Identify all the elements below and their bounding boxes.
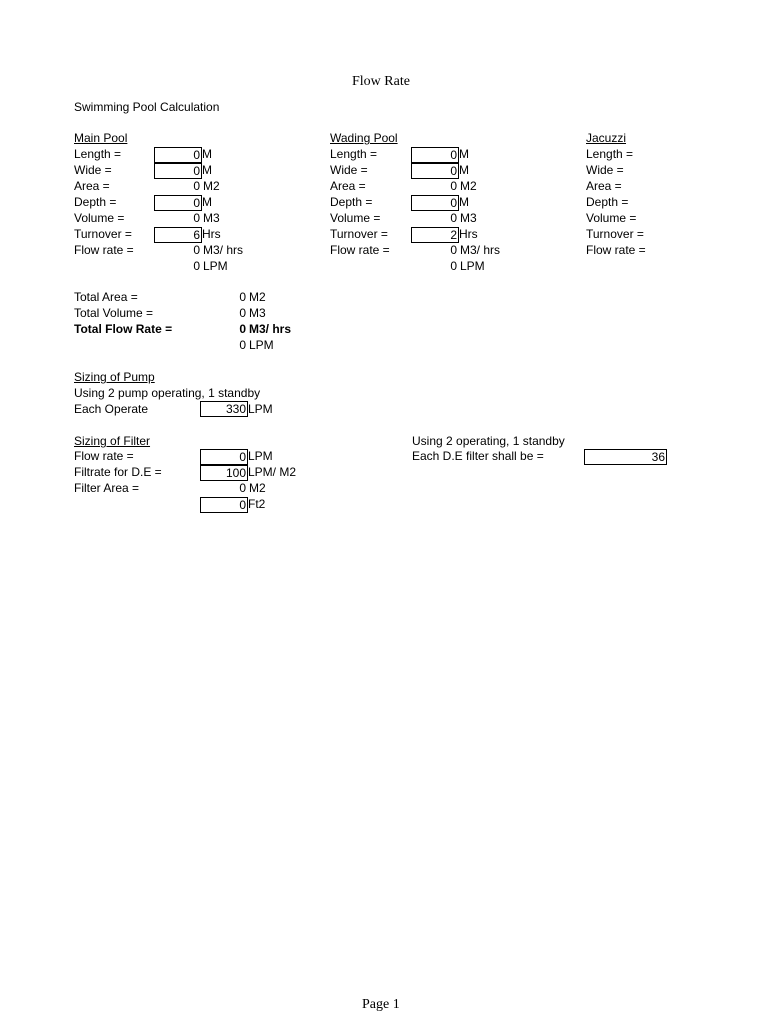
wading-length-unit: M bbox=[459, 147, 469, 161]
filter-filtrate-unit: LPM/ M2 bbox=[248, 465, 297, 479]
main-area-unit: M2 bbox=[203, 179, 220, 193]
filter-heading: Sizing of Filter bbox=[74, 434, 151, 448]
wading-length-input[interactable]: 0 bbox=[411, 147, 459, 163]
wading-lpm-value: 0 bbox=[450, 259, 457, 273]
main-length-unit: M bbox=[202, 147, 212, 161]
wading-length-label: Length = bbox=[330, 147, 378, 161]
wading-depth-unit: M bbox=[459, 195, 469, 209]
wading-volume-value: 0 bbox=[450, 211, 457, 225]
wading-wide-unit: M bbox=[459, 163, 469, 177]
total-flow-unit: M3/ hrs bbox=[249, 322, 292, 336]
wading-area-unit: M2 bbox=[460, 179, 477, 193]
filter-area-label: Filter Area = bbox=[74, 481, 140, 495]
total-volume-unit: M3 bbox=[249, 306, 266, 320]
filter-each-input[interactable]: 36 bbox=[584, 449, 667, 465]
total-flow-value: 0 bbox=[239, 322, 246, 336]
pump-each-unit: LPM bbox=[248, 402, 273, 416]
pump-heading: Sizing of Pump bbox=[74, 370, 155, 384]
jacuzzi-depth-label: Depth = bbox=[586, 195, 629, 209]
main-area-label: Area = bbox=[74, 179, 110, 193]
filter-flow-unit: LPM bbox=[248, 449, 273, 463]
wading-area-label: Area = bbox=[330, 179, 366, 193]
main-length-input[interactable]: 0 bbox=[154, 147, 202, 163]
wading-turnover-input[interactable]: 2 bbox=[411, 227, 459, 243]
main-flowrate-value: 0 bbox=[193, 243, 200, 257]
subtitle: Swimming Pool Calculation bbox=[74, 100, 220, 114]
total-area-label: Total Area = bbox=[74, 290, 138, 304]
main-turnover-input[interactable]: 6 bbox=[154, 227, 202, 243]
wading-turnover-unit: Hrs bbox=[459, 227, 478, 241]
jacuzzi-area-label: Area = bbox=[586, 179, 622, 193]
wading-volume-label: Volume = bbox=[330, 211, 381, 225]
filter-filtrate-input[interactable]: 100 bbox=[200, 465, 248, 481]
wading-depth-input[interactable]: 0 bbox=[411, 195, 459, 211]
total-flow-label: Total Flow Rate = bbox=[74, 322, 173, 336]
wading-wide-input[interactable]: 0 bbox=[411, 163, 459, 179]
filter-flow-input[interactable]: 0 bbox=[200, 449, 248, 465]
page-number: Page 1 bbox=[362, 997, 400, 1012]
main-turnover-label: Turnover = bbox=[74, 227, 132, 241]
total-volume-label: Total Volume = bbox=[74, 306, 154, 320]
total-area-value: 0 bbox=[239, 290, 246, 304]
wading-flowrate-label: Flow rate = bbox=[330, 243, 390, 257]
main-wide-label: Wide = bbox=[74, 163, 112, 177]
wading-area-value: 0 bbox=[450, 179, 457, 193]
main-pool-heading: Main Pool bbox=[74, 131, 128, 145]
filter-each-label: Each D.E filter shall be = bbox=[412, 449, 544, 463]
main-depth-label: Depth = bbox=[74, 195, 117, 209]
main-wide-unit: M bbox=[202, 163, 212, 177]
main-depth-input[interactable]: 0 bbox=[154, 195, 202, 211]
wading-flowrate-unit: M3/ hrs bbox=[460, 243, 501, 257]
main-volume-label: Volume = bbox=[74, 211, 125, 225]
main-flowrate-label: Flow rate = bbox=[74, 243, 134, 257]
filter-filtrate-label: Filtrate for D.E = bbox=[74, 465, 162, 479]
main-volume-unit: M3 bbox=[203, 211, 220, 225]
main-length-label: Length = bbox=[74, 147, 122, 161]
filter-area-unit: M2 bbox=[249, 481, 266, 495]
pump-each-input[interactable]: 330 bbox=[200, 401, 248, 417]
main-volume-value: 0 bbox=[193, 211, 200, 225]
wading-pool-heading: Wading Pool bbox=[330, 131, 398, 145]
filter-flow-label: Flow rate = bbox=[74, 449, 134, 463]
jacuzzi-flowrate-label: Flow rate = bbox=[586, 243, 646, 257]
wading-turnover-label: Turnover = bbox=[330, 227, 388, 241]
pump-note: Using 2 pump operating, 1 standby bbox=[74, 386, 261, 400]
main-wide-input[interactable]: 0 bbox=[154, 163, 202, 179]
main-turnover-unit: Hrs bbox=[202, 227, 221, 241]
wading-depth-label: Depth = bbox=[330, 195, 373, 209]
page-title: Flow Rate bbox=[352, 74, 410, 89]
total-volume-value: 0 bbox=[239, 306, 246, 320]
jacuzzi-wide-label: Wide = bbox=[586, 163, 624, 177]
jacuzzi-volume-label: Volume = bbox=[586, 211, 637, 225]
filter-area-value: 0 bbox=[239, 481, 246, 495]
jacuzzi-length-label: Length = bbox=[586, 147, 634, 161]
main-flowrate-unit: M3/ hrs bbox=[203, 243, 244, 257]
wading-lpm-unit: LPM bbox=[460, 259, 485, 273]
filter-ft2-unit: Ft2 bbox=[248, 497, 266, 511]
wading-volume-unit: M3 bbox=[460, 211, 477, 225]
pump-each-label: Each Operate bbox=[74, 402, 149, 416]
main-lpm-unit: LPM bbox=[203, 259, 228, 273]
jacuzzi-turnover-label: Turnover = bbox=[586, 227, 644, 241]
jacuzzi-heading: Jacuzzi bbox=[586, 131, 627, 145]
wading-flowrate-value: 0 bbox=[450, 243, 457, 257]
total-lpm-value: 0 bbox=[239, 338, 246, 352]
total-lpm-unit: LPM bbox=[249, 338, 274, 352]
main-area-value: 0 bbox=[193, 179, 200, 193]
main-depth-unit: M bbox=[202, 195, 212, 209]
wading-wide-label: Wide = bbox=[330, 163, 368, 177]
filter-ft2-input[interactable]: 0 bbox=[200, 497, 248, 513]
total-area-unit: M2 bbox=[249, 290, 266, 304]
filter-note: Using 2 operating, 1 standby bbox=[412, 434, 565, 448]
main-lpm-value: 0 bbox=[193, 259, 200, 273]
